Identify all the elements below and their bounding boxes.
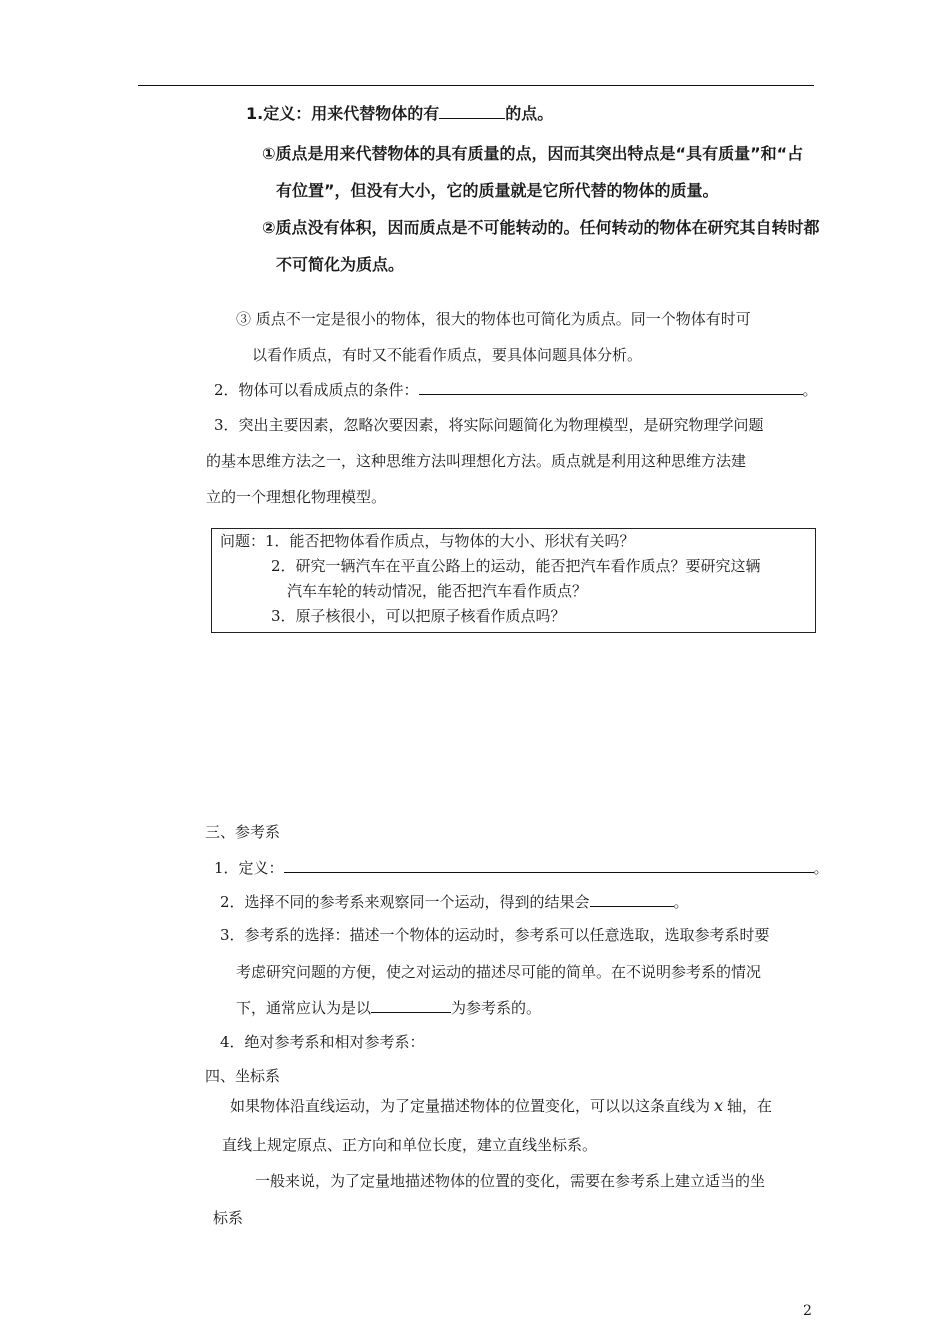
coordinate-para1-line1 (230, 1095, 772, 1116)
definition-suffix: 的点。 (505, 104, 554, 123)
definition-line (246, 101, 553, 124)
reference-choice-line1: 3．参考系的选择：描述一个物体的运动时，参考系可以任意选取，选取参考系时要 (220, 926, 770, 944)
reference-result-line (220, 891, 689, 912)
coordinate-para1-line2: 直线上规定原点、正方向和单位长度，建立直线坐标系。 (222, 1136, 598, 1154)
reference-result-prefix: 2．选择不同的参考系来观察同一个运动，得到的结果会 (220, 893, 590, 911)
reference-result-suffix: 。 (673, 893, 689, 911)
note3-line2: 以看作质点，有时又不能看作质点，要具体问题具体分析。 (252, 346, 643, 364)
question-2-line2: 汽车车轮的转动情况，能否把汽车看作质点？ (287, 582, 588, 600)
question-2-line1: 2．研究一辆汽车在平直公路上的运动，能否把汽车看作质点？要研究这辆 (271, 557, 761, 575)
coordinate-para2-line2: 标系 (213, 1209, 244, 1227)
reference-choice-suffix: 为参考系的。 (451, 999, 542, 1017)
coordinate-para1-suffix: 轴，在 (727, 1097, 773, 1115)
question-1: 问题：1．能否把物体看作质点，与物体的大小、形状有关吗？ (220, 532, 635, 550)
condition-prefix: 2．物体可以看成质点的条件： (214, 381, 419, 399)
reference-choice-line3 (236, 997, 541, 1018)
condition-blank (419, 379, 803, 395)
definition-prefix: 1.定义：用来代替物体的有 (246, 104, 440, 123)
reference-absolute-relative: 4．绝对参考系和相对参考系： (220, 1033, 425, 1051)
note1-line2: 有位置”，但没有大小，它的质量就是它所代替的物体的质量。 (276, 181, 719, 200)
idealization-line2: 的基本思维方法之一，这种思维方法叫理想化方法。质点就是利用这种思维方法建 (206, 452, 747, 470)
reference-definition-line (214, 857, 829, 878)
reference-definition-suffix: 。 (813, 859, 829, 877)
coordinate-para1-prefix: 如果物体沿直线运动，为了定量描述物体的位置变化，可以以这条直线为 (230, 1097, 711, 1115)
page-number: 2 (803, 1303, 812, 1319)
note2-line2: 不可简化为质点。 (276, 255, 405, 274)
reference-choice-blank (371, 997, 451, 1013)
note1-line1: ①质点是用来代替物体的具有质量的点，因而其突出特点是“具有质量”和“占 (262, 144, 804, 163)
axis-symbol: x (714, 1096, 724, 1115)
coordinate-heading: 四、坐标系 (205, 1067, 281, 1085)
reference-definition-prefix: 1．定义： (214, 859, 284, 877)
reference-heading: 三、参考系 (205, 823, 281, 841)
definition-blank (439, 103, 505, 119)
note3-line1: ③ 质点不一定是很小的物体，很大的物体也可简化为质点。同一个物体有时可 (236, 310, 751, 328)
reference-choice-line2: 考虑研究问题的方便，使之对运动的描述尽可能的简单。在不说明参考系的情况 (236, 963, 762, 981)
coordinate-para2-line1: 一般来说，为了定量地描述物体的位置的变化，需要在参考系上建立适当的坐 (255, 1172, 766, 1190)
question-3: 3．原子核很小，可以把原子核看作质点吗？ (271, 607, 566, 625)
reference-definition-blank (284, 857, 814, 873)
condition-suffix: 。 (802, 381, 818, 399)
note2-line1: ②质点没有体积，因而质点是不可能转动的。任何转动的物体在研究其自转时都 (262, 218, 820, 237)
reference-choice-prefix: 下，通常应认为是以 (236, 999, 372, 1017)
condition-line (214, 379, 818, 400)
reference-result-blank (590, 891, 674, 907)
header-rule (138, 85, 814, 86)
idealization-line1: 3．突出主要因素，忽略次要因素，将实际问题简化为物理模型，是研究物理学问题 (214, 416, 764, 434)
idealization-line3: 立的一个理想化物理模型。 (206, 488, 387, 506)
